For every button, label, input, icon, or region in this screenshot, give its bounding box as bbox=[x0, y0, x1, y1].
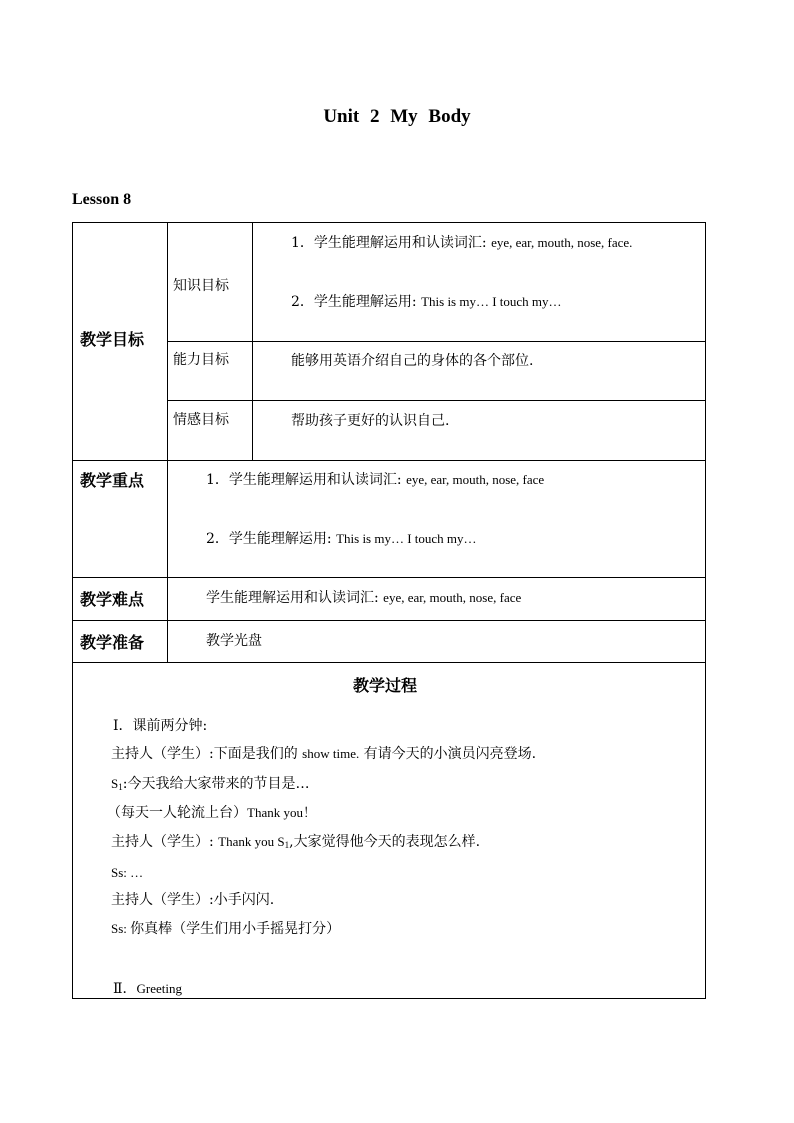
difficulties-text-cn: 学生能理解运用和认读词汇: bbox=[206, 590, 384, 606]
process-line-1-en: show time. bbox=[302, 746, 360, 761]
process-section-2-title: Greeting bbox=[136, 981, 182, 996]
column-divider bbox=[252, 223, 253, 460]
process-line-2 bbox=[111, 775, 309, 796]
ability-goal-text: 能够用英语介绍自己的身体的各个部位. bbox=[291, 353, 534, 369]
emotion-goal-text: 帮助孩子更好的认识自己. bbox=[291, 413, 450, 429]
process-line-5: Ss: … bbox=[111, 865, 144, 880]
process-line-2-speaker: S bbox=[111, 776, 119, 791]
process-line-1-cn: 主持人（学生）:下面是我们的 bbox=[111, 746, 303, 762]
process-line-6: 主持人（学生）:小手闪闪. bbox=[111, 892, 275, 908]
preparation-text: 教学光盘 bbox=[206, 633, 262, 649]
row-divider bbox=[167, 400, 705, 401]
process-line-3-en: Thank you！ bbox=[247, 805, 316, 820]
process-line-3 bbox=[107, 804, 316, 822]
emotion-goal-label: 情感目标 bbox=[173, 412, 229, 428]
knowledge-goal-item-2-en: This is my… I touch my… bbox=[421, 294, 562, 309]
objectives-label: 教学目标 bbox=[80, 330, 145, 349]
process-line-2-subscript: 1 bbox=[118, 782, 123, 792]
key-points-item-2 bbox=[206, 530, 477, 548]
difficulties-text-en: eye, ear, mouth, nose, face bbox=[383, 590, 522, 605]
process-line-4-en: Thank you S bbox=[218, 834, 285, 849]
process-section-2-number: Ⅱ． bbox=[113, 981, 137, 997]
process-line-1-cn-2: 有请今天的小演员闪亮登场. bbox=[359, 746, 537, 762]
difficulties-label: 教学难点 bbox=[80, 590, 145, 609]
key-points-item-2-en: This is my… I touch my… bbox=[336, 531, 477, 546]
process-section-2 bbox=[113, 980, 182, 998]
knowledge-goal-item-1-en: eye, ear, mouth, nose, face. bbox=[491, 235, 633, 250]
difficulties-text bbox=[206, 589, 521, 607]
knowledge-goal-item-1-cn: 1．学生能理解运用和认读词汇: bbox=[291, 235, 492, 251]
process-line-7 bbox=[111, 920, 340, 938]
row-divider bbox=[167, 341, 705, 342]
knowledge-goal-item-1 bbox=[291, 234, 632, 252]
process-heading: 教学过程 bbox=[353, 676, 418, 695]
knowledge-goal-item-2-cn: 2．学生能理解运用: bbox=[291, 294, 422, 310]
process-line-4 bbox=[111, 833, 480, 854]
process-line-2-text: :今天我给大家带来的节目是… bbox=[122, 776, 310, 792]
unit-title: Unit 2 My Body bbox=[323, 106, 471, 127]
column-divider bbox=[167, 223, 168, 662]
key-points-item-1 bbox=[206, 471, 544, 489]
lesson-plan-table bbox=[72, 222, 706, 999]
key-points-item-1-en: eye, ear, mouth, nose, face bbox=[406, 472, 545, 487]
process-line-7-en: Ss: bbox=[111, 921, 131, 936]
process-line-3-cn: （每天一人轮流上台） bbox=[107, 805, 247, 821]
process-line-1 bbox=[111, 745, 536, 763]
lesson-label: Lesson 8 bbox=[72, 191, 132, 208]
preparation-label: 教学准备 bbox=[80, 633, 145, 652]
row-divider bbox=[73, 662, 705, 663]
process-section-1: Ⅰ．课前两分钟: bbox=[113, 718, 208, 734]
process-line-4-subscript: 1 bbox=[284, 840, 290, 850]
knowledge-goal-label: 知识目标 bbox=[173, 278, 229, 294]
knowledge-goal-item-2 bbox=[291, 293, 562, 311]
process-line-4-cn: 主持人（学生）: bbox=[111, 834, 219, 850]
key-points-item-1-cn: 1．学生能理解运用和认读词汇: bbox=[206, 472, 407, 488]
key-points-label: 教学重点 bbox=[80, 471, 145, 490]
ability-goal-label: 能力目标 bbox=[173, 352, 229, 368]
process-line-4-text: ,大家觉得他今天的表现怎么样. bbox=[289, 834, 481, 850]
key-points-item-2-cn: 2．学生能理解运用: bbox=[206, 531, 337, 547]
process-line-7-cn: 你真棒（学生们用小手摇晃打分） bbox=[130, 921, 341, 937]
